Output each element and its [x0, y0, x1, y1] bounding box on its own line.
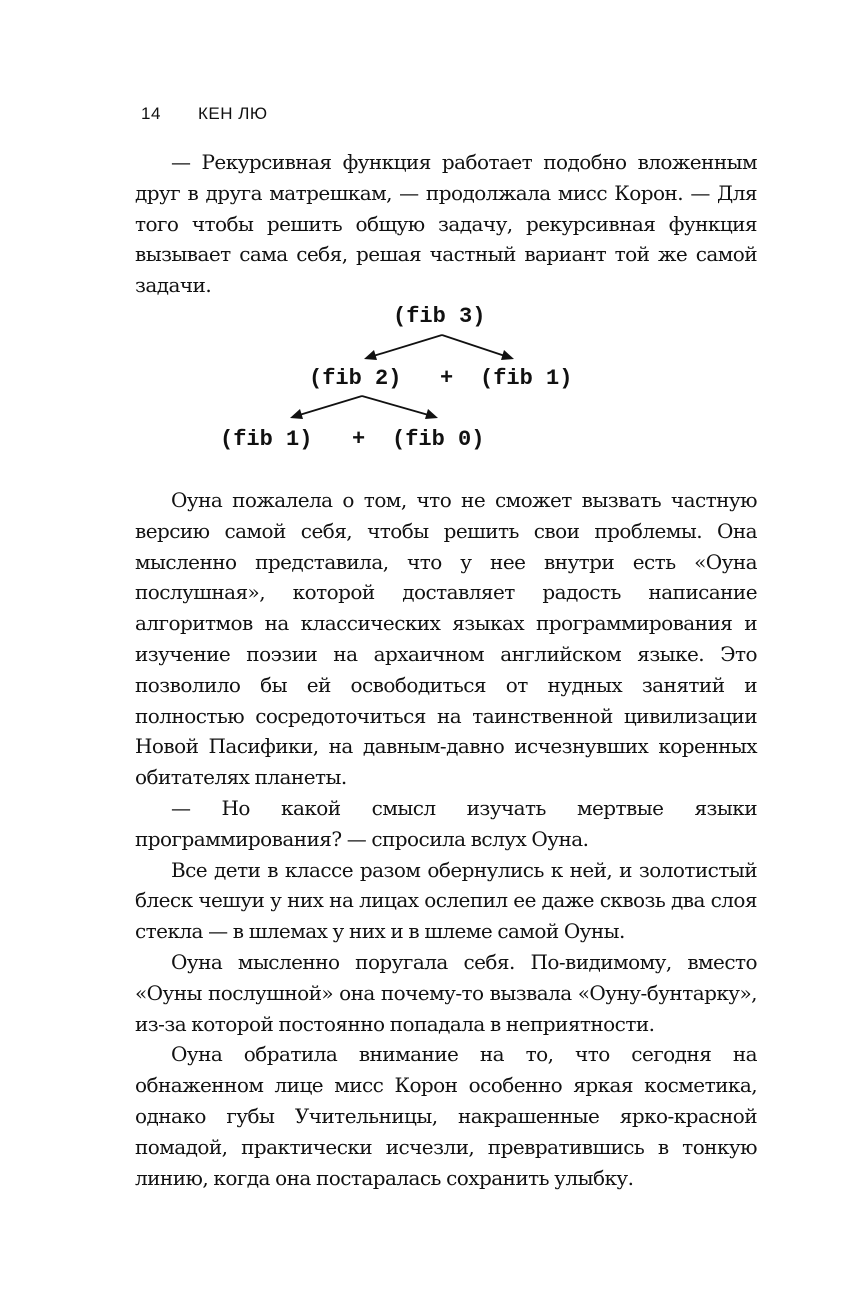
- running-head: [141, 104, 268, 124]
- page-number: 14: [141, 104, 161, 123]
- diagram-arrowhead-right: [501, 350, 514, 360]
- diagram-arrow-left: [370, 335, 442, 357]
- paragraph: — Рекурсивная функция работает подобно вложенным друг в друга матрешкам, — продолжала мисс Корон. — Для того чтобы решить общую задачу, рекурсивная функция вызывает сама себя, решая частный вариант той же самой задачи.: [135, 150, 757, 298]
- diagram-plus-sign: +: [440, 366, 454, 391]
- diagram-node-fib1-left: (fib 1): [220, 427, 313, 452]
- diagram-arrow-right: [362, 396, 432, 416]
- diagram-arrowhead-left: [290, 409, 303, 419]
- diagram-node-fib2: (fib 2): [309, 366, 402, 391]
- diagram-node-fib0: (fib 0): [392, 427, 485, 452]
- paragraph: — Но какой смысл изучать мертвые языки программирования? — спросила вслух Оуна.: [135, 795, 757, 851]
- diagram-arrow-right: [442, 335, 508, 357]
- diagram-node-fib1-right: (fib 1): [480, 366, 573, 391]
- diagram-plus-sign: +: [352, 427, 366, 452]
- paragraph: Все дети в классе разом обернулись к ней, и золотистый блеск чешуи у них на лицах ослепил ее даже сквозь два слоя стекла — в шлемах у них и в шлеме самой Оуны.: [135, 857, 757, 944]
- paragraph: Оуна пожалела о том, что не сможет вызвать частную версию самой себя, чтобы решить свои проблемы. Она мысленно представила, что у нее внутри есть «Оуна послушная», которой доставляет радость написание алгоритмов на классических языках программирования и изучение поэзии на архаичном английском языке. Это позволило бы ей освободиться от нудных занятий и полностью сосредоточиться на таинственной цивилизации Новой Пасифики, на давным-давно исчезнувших коренных обитателях планеты.: [135, 488, 757, 790]
- paragraph: Оуна обратила внимание на то, что сегодня на обнаженном лице мисс Корон особенно яркая косметика, однако губы Учительницы, накрашенные ярко-красной помадой, практически исчезли, превратившись в тонкую линию, когда она постаралась сохранить улыбку.: [135, 1042, 757, 1190]
- diagram-node-root: (fib 3): [393, 304, 486, 329]
- body-text-bottom: [135, 485, 757, 1193]
- body-text-top: [135, 147, 757, 301]
- diagram-arrowhead-left: [364, 350, 377, 360]
- author-name: КЕН ЛЮ: [198, 104, 268, 123]
- diagram-arrow-left: [296, 396, 362, 416]
- paragraph: Оуна мысленно поругала себя. По-видимому, вместо «Оуны послушной» она почему-то вызвала «Оуну-бунтарку», из-за которой постоянно попадала в неприятности.: [135, 949, 757, 1036]
- fibonacci-recursion-diagram: [0, 300, 845, 470]
- diagram-arrowhead-right: [425, 409, 438, 419]
